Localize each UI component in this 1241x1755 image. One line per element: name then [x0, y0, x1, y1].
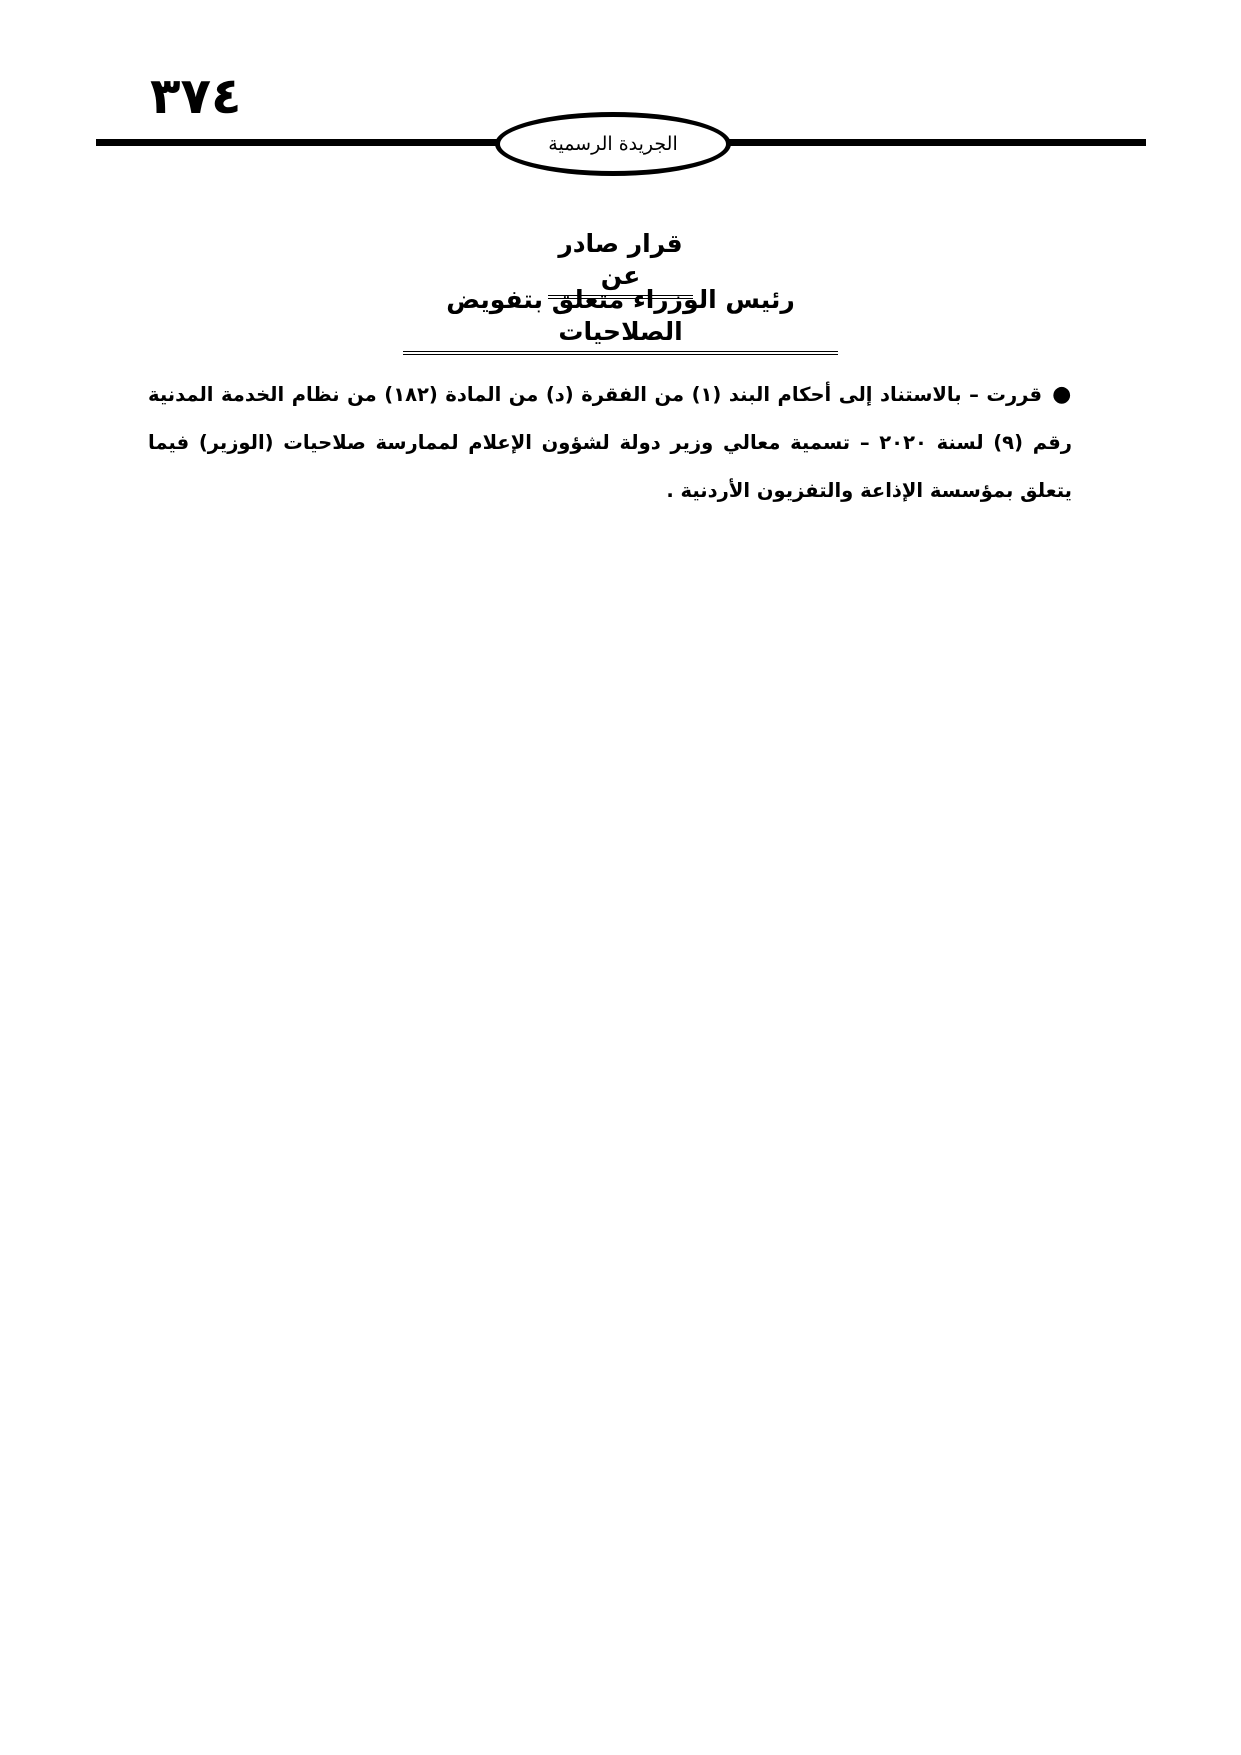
bullet-icon: ● [1052, 382, 1072, 407]
decision-body-text: قررت – بالاستناد إلى أحكام البند (١) من الفقرة (د) من المادة (١٨٢) من نظام الخدمة المدنية رقم (٩) لسنة ٢٠٢٠ – تسمية معالي وزير دولة لشؤون الإعلام لممارسة صلاحيات (الوزير) فيما يتعلق بمؤسسة الإذاعة والتفزيون الأردنية . [148, 383, 1072, 502]
gazette-label-oval [495, 112, 731, 176]
gazette-label: الجريدة الرسمية [548, 133, 678, 155]
page-number: ٣٧٤ [150, 67, 242, 125]
decision-title-line-1: قرار صادر عن [548, 228, 693, 299]
decision-body [148, 371, 1072, 515]
decision-title-line-2-container [0, 284, 1241, 355]
decision-title-line-2: رئيس الوزراء متعلق بتفويض الصلاحيات [403, 284, 838, 355]
